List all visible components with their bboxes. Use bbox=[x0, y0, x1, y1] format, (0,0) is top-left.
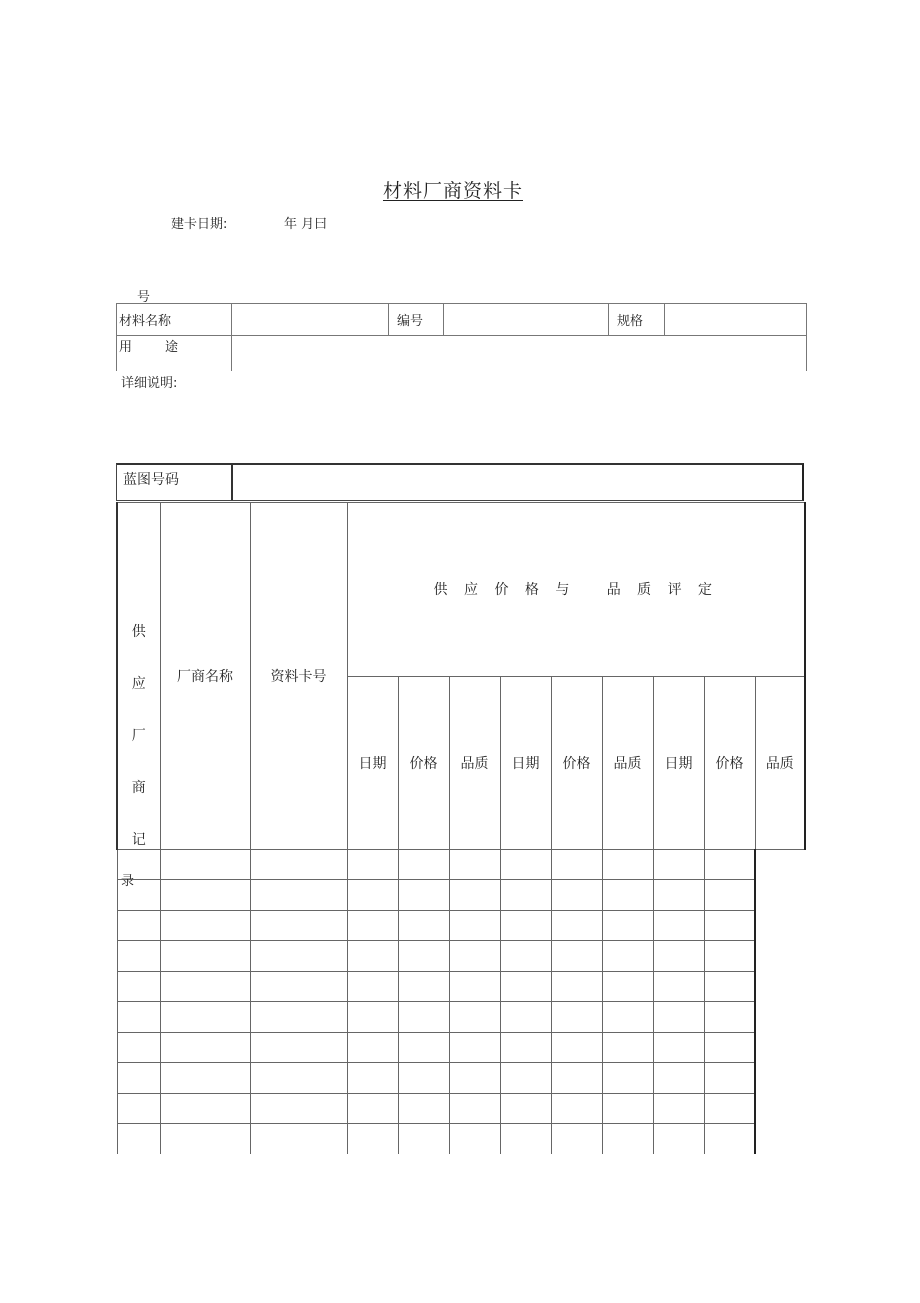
detail-label: 详细说明: bbox=[121, 376, 178, 391]
table-cell[interactable] bbox=[398, 1032, 449, 1062]
table-cell[interactable] bbox=[117, 971, 160, 1001]
table-cell[interactable] bbox=[653, 971, 704, 1001]
blueprint-label: 蓝图号码 bbox=[123, 472, 179, 488]
table-cell[interactable] bbox=[160, 941, 250, 971]
table-cell[interactable] bbox=[653, 850, 704, 880]
table-cell[interactable] bbox=[117, 1063, 160, 1093]
table-cell[interactable] bbox=[160, 1002, 250, 1032]
table-row bbox=[117, 1063, 805, 1093]
table-cell[interactable] bbox=[250, 1002, 347, 1032]
table-row bbox=[117, 850, 805, 880]
table-cell[interactable] bbox=[602, 880, 653, 910]
table-row bbox=[117, 1093, 805, 1123]
table-cell[interactable] bbox=[653, 1063, 704, 1093]
table-cell[interactable] bbox=[653, 880, 704, 910]
table-cell[interactable] bbox=[551, 880, 602, 910]
table-cell[interactable] bbox=[551, 850, 602, 880]
table-cell[interactable] bbox=[551, 910, 602, 940]
table-cell[interactable] bbox=[500, 971, 551, 1001]
usage-field[interactable] bbox=[232, 335, 807, 371]
table-cell[interactable] bbox=[602, 941, 653, 971]
table-cell[interactable] bbox=[653, 1032, 704, 1062]
table-cell[interactable] bbox=[160, 1063, 250, 1093]
material-info-table bbox=[116, 303, 807, 371]
blueprint-box bbox=[116, 463, 804, 501]
table-cell[interactable] bbox=[250, 971, 347, 1001]
table-cell[interactable] bbox=[653, 1093, 704, 1123]
table-cell[interactable] bbox=[160, 1032, 250, 1062]
table-cell[interactable] bbox=[398, 910, 449, 940]
quality-subheader: 品质 bbox=[755, 676, 805, 850]
table-cell[interactable] bbox=[500, 850, 551, 880]
table-cell[interactable] bbox=[653, 910, 704, 940]
table-cell[interactable] bbox=[704, 1002, 755, 1032]
usage-label: 用 途 bbox=[117, 335, 232, 371]
supplier-record-table bbox=[116, 502, 806, 1154]
table-row bbox=[117, 1032, 805, 1062]
table-cell[interactable] bbox=[551, 971, 602, 1001]
table-cell[interactable] bbox=[602, 1093, 653, 1123]
table-cell[interactable] bbox=[653, 941, 704, 971]
side-char: 商 bbox=[131, 780, 146, 796]
table-cell[interactable] bbox=[704, 971, 755, 1001]
table-cell[interactable] bbox=[250, 1032, 347, 1062]
table-cell[interactable] bbox=[398, 1002, 449, 1032]
table-cell[interactable] bbox=[602, 910, 653, 940]
material-name-field[interactable] bbox=[232, 304, 389, 336]
table-cell[interactable] bbox=[398, 850, 449, 880]
table-cell[interactable] bbox=[250, 1093, 347, 1123]
table-cell[interactable] bbox=[160, 971, 250, 1001]
table-cell[interactable] bbox=[602, 971, 653, 1001]
price-subheader: 价格 bbox=[551, 676, 602, 850]
table-cell[interactable] bbox=[704, 1063, 755, 1093]
table-cell[interactable] bbox=[704, 941, 755, 971]
price-subheader: 价格 bbox=[398, 676, 449, 850]
table-cell[interactable] bbox=[449, 1093, 500, 1123]
table-cell[interactable] bbox=[449, 1063, 500, 1093]
table-cell[interactable] bbox=[500, 1063, 551, 1093]
table-cell[interactable] bbox=[551, 1124, 602, 1154]
table-cell[interactable] bbox=[449, 1002, 500, 1032]
table-cell[interactable] bbox=[653, 1124, 704, 1154]
date-label: 建卡日期: bbox=[171, 217, 228, 232]
material-name-label: 材料名称 bbox=[117, 304, 232, 336]
table-cell[interactable] bbox=[347, 941, 398, 971]
table-cell[interactable] bbox=[347, 1093, 398, 1123]
table-cell[interactable] bbox=[704, 1032, 755, 1062]
table-cell[interactable] bbox=[602, 1063, 653, 1093]
code-label: 编号 bbox=[389, 304, 444, 336]
table-cell[interactable] bbox=[500, 910, 551, 940]
table-cell[interactable] bbox=[704, 1093, 755, 1123]
table-cell[interactable] bbox=[160, 850, 250, 880]
price-subheader: 价格 bbox=[704, 676, 755, 850]
table-cell[interactable] bbox=[449, 941, 500, 971]
table-cell[interactable] bbox=[347, 910, 398, 940]
table-cell[interactable] bbox=[398, 941, 449, 971]
table-cell[interactable] bbox=[602, 1032, 653, 1062]
table-cell[interactable] bbox=[449, 971, 500, 1001]
table-cell[interactable] bbox=[704, 850, 755, 880]
table-cell[interactable] bbox=[160, 1093, 250, 1123]
table-cell[interactable] bbox=[449, 1032, 500, 1062]
table-cell[interactable] bbox=[602, 1124, 653, 1154]
table-cell[interactable] bbox=[398, 971, 449, 1001]
blueprint-divider bbox=[231, 465, 233, 500]
table-cell[interactable] bbox=[551, 1002, 602, 1032]
side-char: 应 bbox=[131, 676, 146, 692]
table-row bbox=[117, 941, 805, 971]
table-cell[interactable] bbox=[653, 1002, 704, 1032]
table-cell[interactable] bbox=[250, 1124, 347, 1154]
table-cell[interactable] bbox=[347, 880, 398, 910]
table-cell[interactable] bbox=[704, 1124, 755, 1154]
table-cell[interactable] bbox=[500, 1002, 551, 1032]
table-row bbox=[117, 1002, 805, 1032]
table-cell[interactable] bbox=[117, 1002, 160, 1032]
table-cell[interactable] bbox=[500, 1093, 551, 1123]
spec-label: 规格 bbox=[609, 304, 665, 336]
table-cell[interactable] bbox=[704, 880, 755, 910]
table-cell[interactable] bbox=[398, 1093, 449, 1123]
table-row bbox=[117, 1124, 805, 1154]
table-row bbox=[117, 910, 805, 940]
table-cell[interactable] bbox=[500, 880, 551, 910]
code-field[interactable] bbox=[444, 304, 609, 336]
table-cell[interactable] bbox=[250, 910, 347, 940]
table-cell[interactable] bbox=[160, 910, 250, 940]
table-cell[interactable] bbox=[449, 1124, 500, 1154]
table-cell[interactable] bbox=[250, 850, 347, 880]
date-fields: 年 月曰 bbox=[284, 217, 328, 232]
supplier-record-side-label bbox=[117, 503, 160, 850]
table-cell[interactable] bbox=[449, 880, 500, 910]
vendor-name-header: 厂商名称 bbox=[160, 503, 250, 850]
table-cell[interactable] bbox=[449, 850, 500, 880]
quality-subheader: 品质 bbox=[449, 676, 500, 850]
card-number-header: 资料卡号 bbox=[250, 503, 347, 850]
table-cell[interactable] bbox=[398, 880, 449, 910]
table-cell[interactable] bbox=[347, 1063, 398, 1093]
table-row bbox=[117, 971, 805, 1001]
table-cell[interactable] bbox=[500, 1032, 551, 1062]
table-cell[interactable] bbox=[398, 1124, 449, 1154]
quality-subheader: 品质 bbox=[602, 676, 653, 850]
table-cell[interactable] bbox=[551, 1063, 602, 1093]
side-label-last-char: 录 bbox=[121, 874, 135, 889]
side-char: 供 bbox=[131, 624, 146, 640]
table-cell[interactable] bbox=[602, 850, 653, 880]
table-cell[interactable] bbox=[250, 1063, 347, 1093]
date-subheader: 日期 bbox=[653, 676, 704, 850]
table-cell[interactable] bbox=[347, 850, 398, 880]
table-cell[interactable] bbox=[500, 1124, 551, 1154]
table-cell[interactable] bbox=[117, 1032, 160, 1062]
table-cell[interactable] bbox=[117, 1124, 160, 1154]
table-row bbox=[117, 880, 805, 910]
table-cell[interactable] bbox=[160, 880, 250, 910]
table-cell[interactable] bbox=[347, 1124, 398, 1154]
table-cell[interactable] bbox=[250, 941, 347, 971]
spec-field[interactable] bbox=[665, 304, 807, 336]
table-cell[interactable] bbox=[602, 1002, 653, 1032]
table-cell[interactable] bbox=[117, 1093, 160, 1123]
table-cell[interactable] bbox=[398, 1063, 449, 1093]
table-cell[interactable] bbox=[117, 910, 160, 940]
table-cell[interactable] bbox=[347, 971, 398, 1001]
table-cell[interactable] bbox=[347, 1032, 398, 1062]
price-quality-header: 供 应 价 格 与 品 质 评 定 bbox=[347, 503, 805, 677]
table-cell[interactable] bbox=[551, 1093, 602, 1123]
date-subheader: 日期 bbox=[347, 676, 398, 850]
number-label: 号 bbox=[137, 290, 151, 305]
table-cell[interactable] bbox=[160, 1124, 250, 1154]
blueprint-field[interactable] bbox=[235, 465, 802, 500]
table-cell[interactable] bbox=[347, 1002, 398, 1032]
table-cell[interactable] bbox=[250, 880, 347, 910]
table-cell[interactable] bbox=[551, 1032, 602, 1062]
side-char: 记 bbox=[131, 832, 146, 848]
table-cell[interactable] bbox=[704, 910, 755, 940]
table-cell[interactable] bbox=[500, 941, 551, 971]
table-cell[interactable] bbox=[117, 941, 160, 971]
table-cell[interactable] bbox=[449, 910, 500, 940]
side-char: 厂 bbox=[131, 728, 146, 744]
page-title: 材料厂商资料卡 bbox=[382, 180, 523, 202]
date-subheader: 日期 bbox=[500, 676, 551, 850]
table-cell[interactable] bbox=[551, 941, 602, 971]
